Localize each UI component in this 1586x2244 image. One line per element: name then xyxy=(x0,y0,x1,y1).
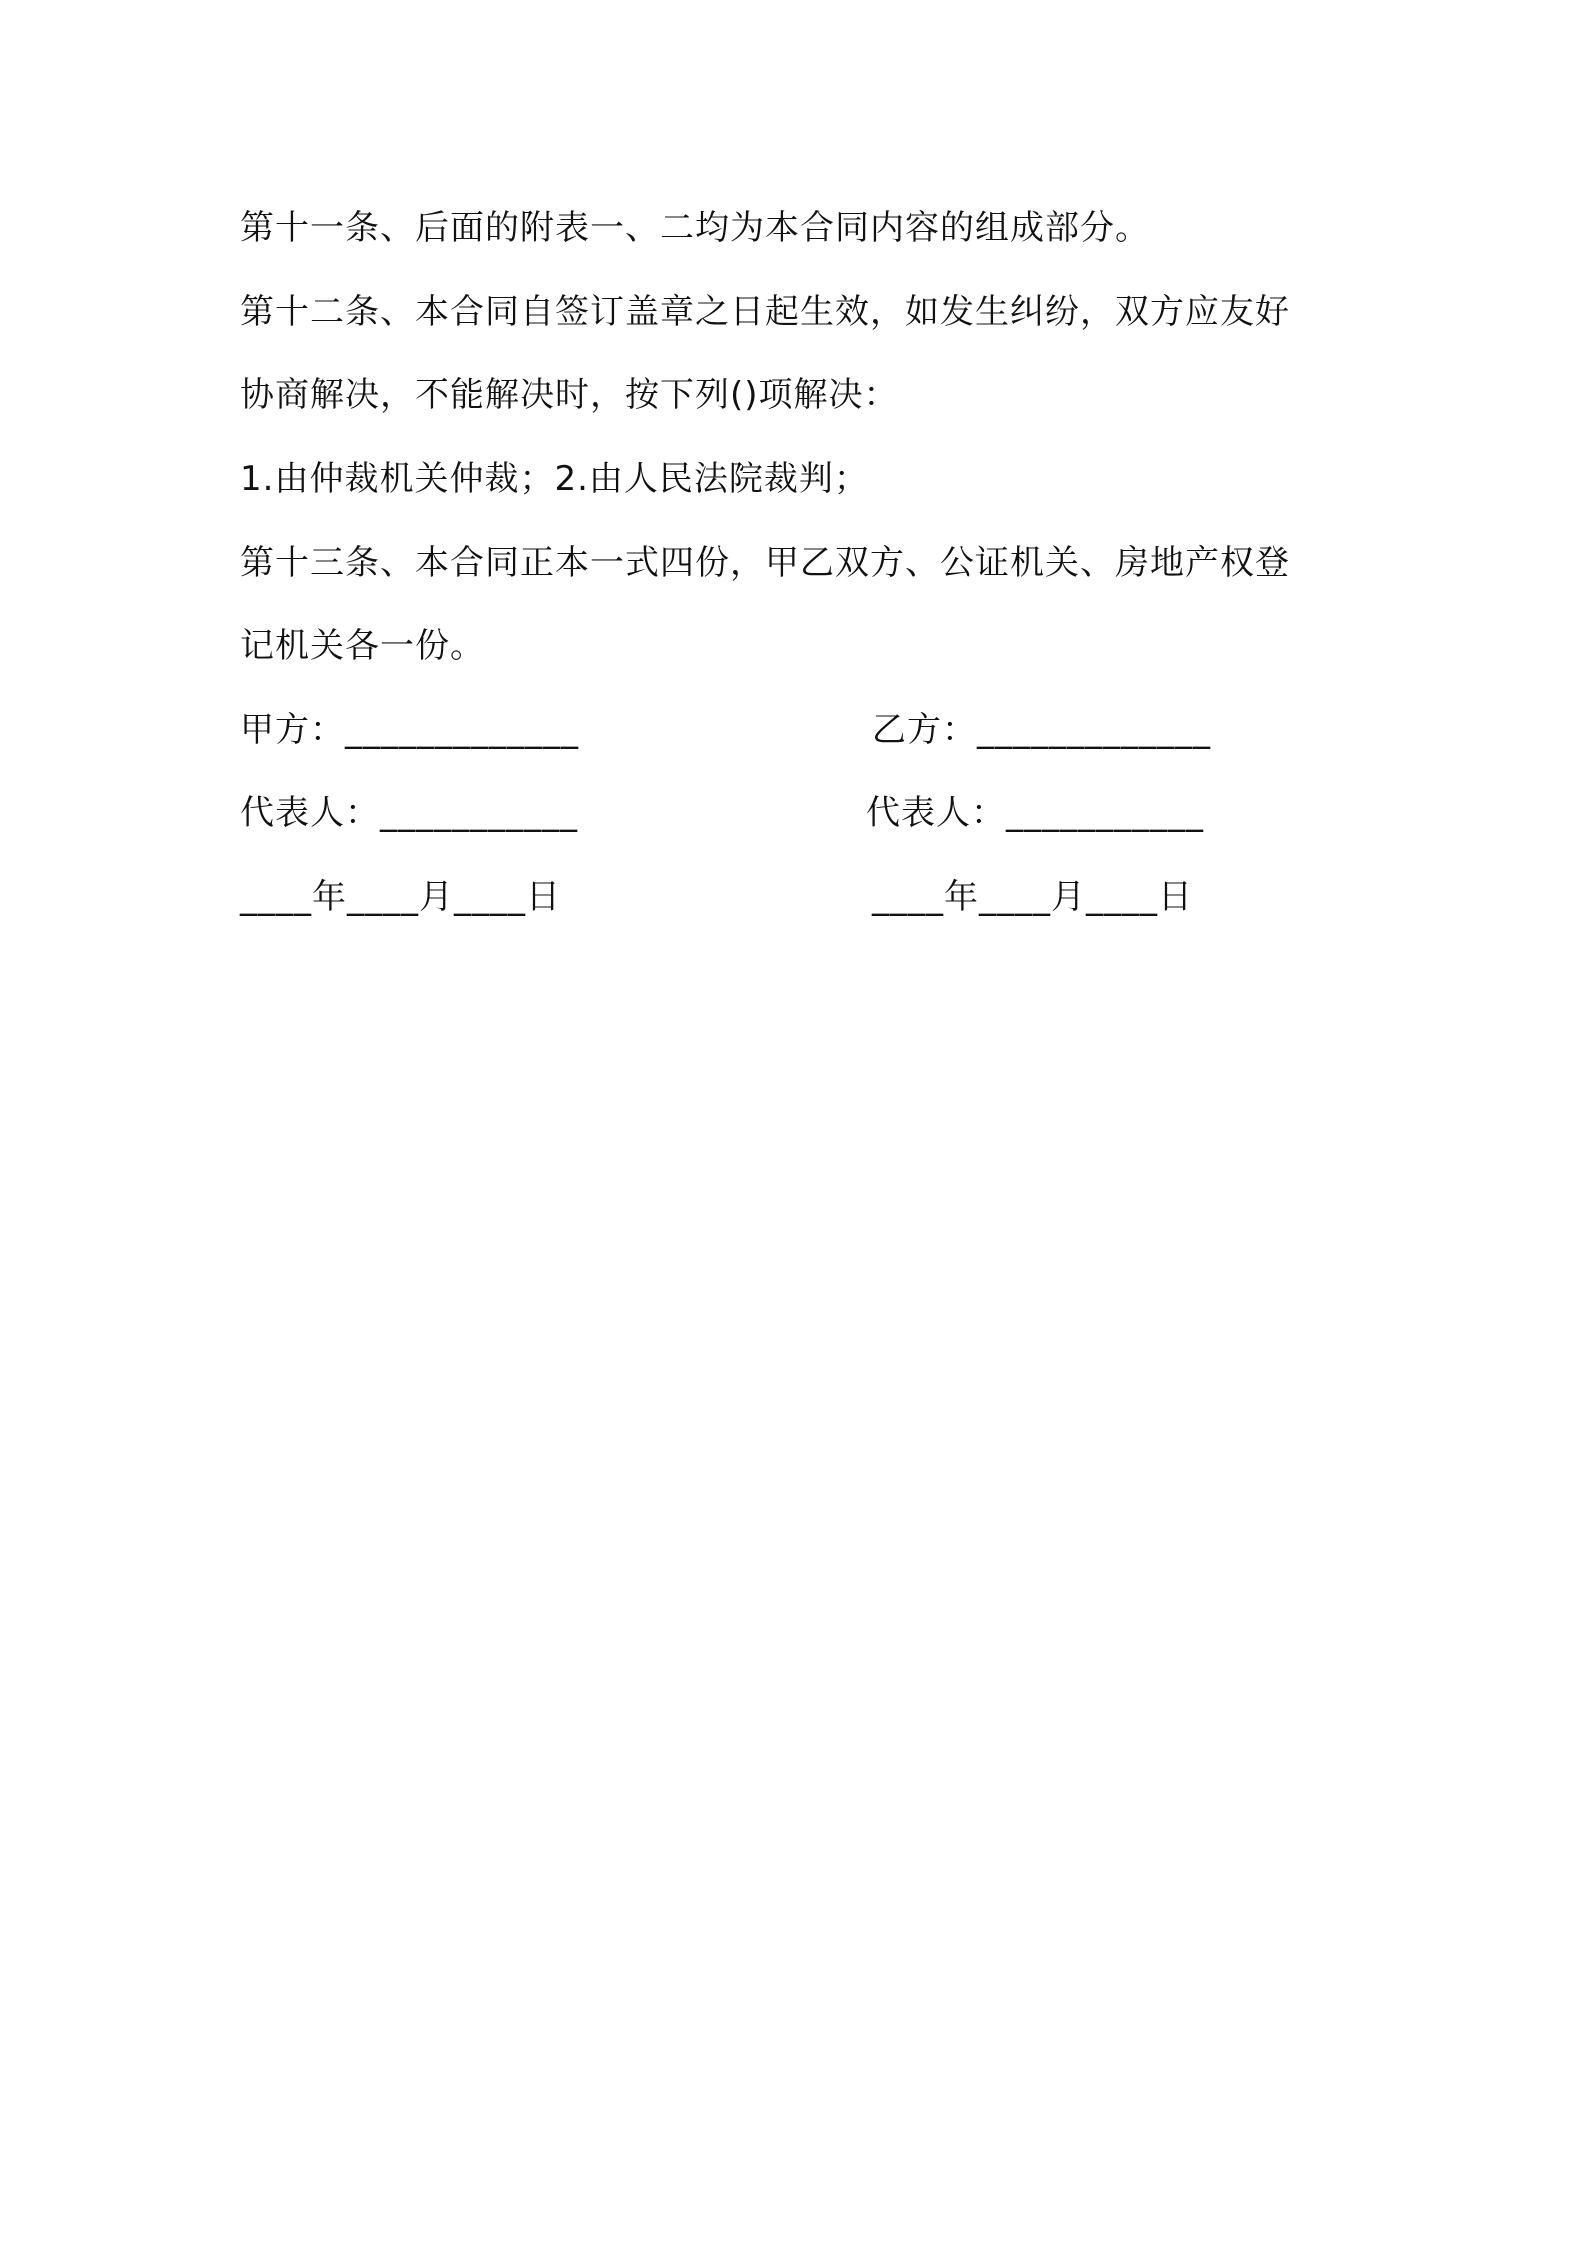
paragraph-article-13-line-1: 第十三条、本合同正本一式四份，甲乙双方、公证机关、房地产权登 xyxy=(240,543,1290,583)
party-b-date: ____年____月____日 xyxy=(872,877,1193,917)
party-a-label: 甲方：_____________ xyxy=(240,710,579,750)
party-a-date: ____年____月____日 xyxy=(240,877,561,917)
paragraph-article-13-line-2: 记机关各一份。 xyxy=(240,626,485,666)
party-b-representative: 代表人：___________ xyxy=(866,793,1204,833)
party-b-label: 乙方：_____________ xyxy=(872,710,1211,750)
paragraph-article-11: 第十一条、后面的附表一、二均为本合同内容的组成部分。 xyxy=(240,208,1150,248)
party-a-representative: 代表人：___________ xyxy=(240,793,578,833)
paragraph-article-12-line-2: 协商解决，不能解决时，按下列()项解决： xyxy=(240,375,899,415)
paragraph-article-12-line-1: 第十二条、本合同自签订盖章之日起生效，如发生纠纷，双方应友好 xyxy=(240,292,1290,332)
paragraph-resolution-options: 1.由仲裁机关仲裁；2.由人民法院裁判； xyxy=(240,459,869,499)
